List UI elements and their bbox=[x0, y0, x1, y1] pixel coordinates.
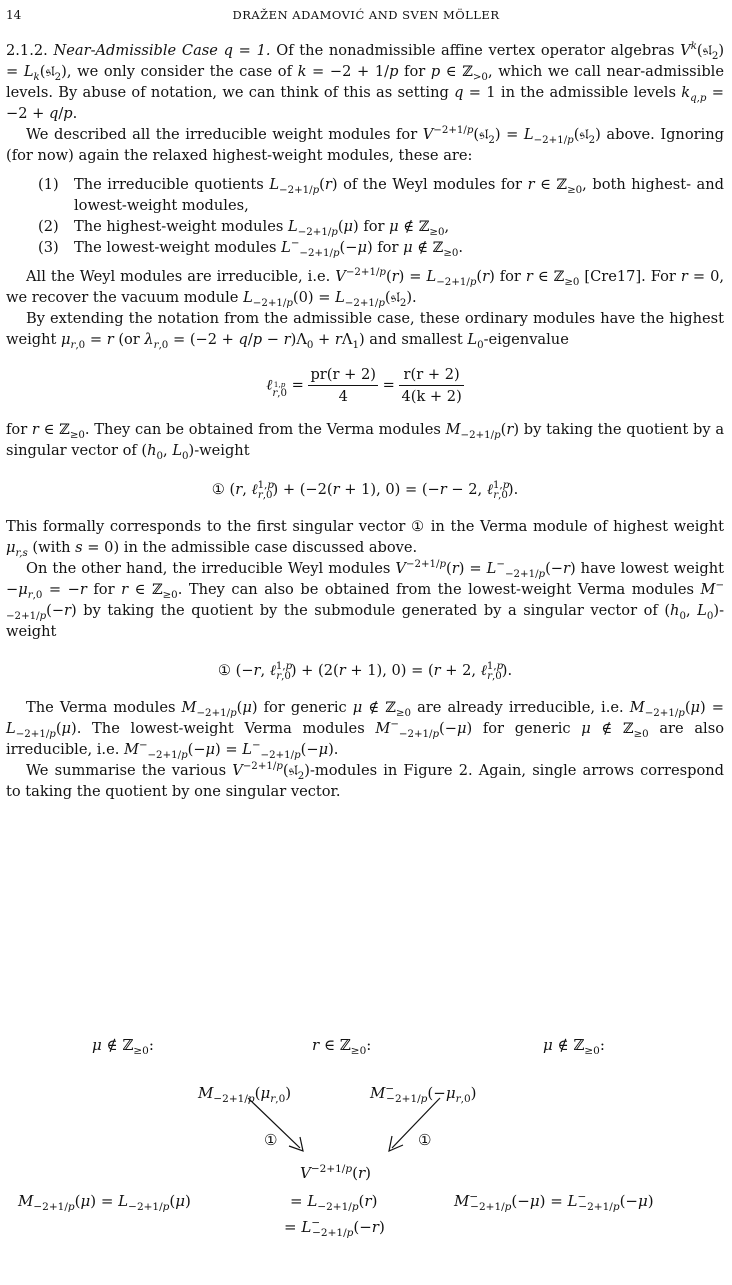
body-text bbox=[6, 40, 724, 802]
col-mid-label: r ∈ ℤ$_{\ge 0}$: bbox=[312, 1036, 372, 1057]
arrow-right bbox=[392, 1098, 440, 1148]
col-right-label: μ ∉ ℤ$_{\ge 0}$: bbox=[543, 1036, 605, 1057]
right-verma-module: $M^-_{-2+1/p}(-\mu) = L^-_{-2+1/p}(-\mu)$ bbox=[454, 1191, 654, 1213]
paragraph-3: All the Weyl modules are irreducible, i.e. $V^{-2+1/p}(r) = L_{-2+1/p}(r)$ for r ∈ ℤ$_{\ge 0}$ [Cre17]. For r = 0, we recover the vacuum module $L_{-2+1/p}(0)$ = $L_{-2+1/p}(𝔰𝔩_2)$. bbox=[6, 267, 724, 309]
section-title: Near-Admissible Case bbox=[53, 42, 218, 59]
paragraph-9: We summarise the various $V^{-2+1/p}(𝔰𝔩_2)$-modules in Figure 2. Again, single arrows correspond to taking the quotient by one singular vector. bbox=[6, 761, 724, 800]
equation-eigenvalue: ℓ $_{1,p r,0}$ = $\frac{pr(r + 2)}{4}$ = $\frac{r(r + 2)}{4(k + 2)}$ bbox=[266, 366, 462, 405]
module-list bbox=[6, 174, 724, 258]
paragraph-4: By extending the notation from the admissible case, these ordinary modules have the highest weight $\mu_{r,0} = r$ (or $\lambda_{r,0} = (-2 + q/p - r)\Lambda_0 + r\Lambda_1$) and smallest $L_0$-eigenvalue bbox=[6, 310, 724, 351]
arrow-label-right: ① bbox=[418, 1131, 432, 1149]
paragraph-8: The Verma modules $M_{-2+1/p}(\mu)$ for generic μ ∉ ℤ$_{\ge 0}$ are already irreducible, i.e. $M_{-2+1/p}(\mu) = L_{-2+1/p}(\mu)$. The lowest-weight Verma modules $M^-_{-2+1/p}(-\mu)$ for generic μ ∉ ℤ$_{\ge 0}$ are also irreducible, i.e. $M^-_{-2+1/p}(-\mu) = L^-_{-2+1/p}(-\mu)$. bbox=[6, 699, 725, 761]
center-highest-quotient: = $L_{-2+1/p}(r)$ bbox=[290, 1192, 378, 1213]
left-verma-module: $M_{-2+1/p}(\mu) = L_{-2+1/p}(\mu)$ bbox=[18, 1192, 191, 1213]
top-left-module: $M_{-2+1/p}(\mu_{r,0})$ bbox=[198, 1084, 292, 1105]
equation-singular-vector-1: ① (r, ℓ$^{1,p}_{r,0}$) + (−2(r + 1), 0) = (−r − 2, ℓ$^{1,p}_{r,0}$). bbox=[211, 480, 519, 501]
fraction: $\frac{r(r + 2)}{4(k + 2)}$ bbox=[401, 366, 462, 405]
list-item: (2) The highest-weight modules $L_{-2+1/p}(\mu)$ for μ ∉ ℤ$_{\ge 0}$, bbox=[38, 218, 450, 238]
running-header bbox=[6, 8, 726, 26]
center-lowest-quotient: = $L^-_{-2+1/p}(-r)$ bbox=[284, 1217, 385, 1239]
section-number: 2.1.2. bbox=[6, 42, 48, 59]
fraction: $\frac{pr(r + 2)}{4}$ bbox=[310, 366, 376, 405]
paragraph-2: We described all the irreducible weight modules for $V^{-2+1/p}(𝔰𝔩_2)$ = $L_{-2+1/p}(𝔰𝔩_2)$ above. Ignoring (for now) again the relaxed highest-weight modules, these are: bbox=[6, 125, 724, 164]
running-title: DRAŽEN ADAMOVIĆ AND SVEN MÖLLER bbox=[232, 8, 500, 22]
top-right-module: $M^-_{-2+1/p}(-\mu_{r,0})$ bbox=[370, 1083, 477, 1105]
paragraph-6: This formally corresponds to the first singular vector ① in the Verma module of highest weight $\mu_{r,s}$ (with s = 0) in the admissible case discussed above. bbox=[6, 518, 724, 559]
center-weyl-module: $V^{-2+1/p}(r)$ bbox=[300, 1163, 371, 1182]
section-title-math: q = 1. bbox=[223, 42, 271, 59]
paragraph-7: On the other hand, the irreducible Weyl modules $V^{-2+1/p}(r) = L^-_{-2+1/p}(-r)$ have lowest weight $-\mu_{r,0} = -r$ for r ∈ ℤ$_{\ge 0}$. They can also be obtained from the lowest-weight Verma modules $M^-_{-2+1/p}(-r)$ by taking the quotient by the submodule generated by a singular vector of ($h_0$, $L_0$)-weight bbox=[6, 559, 725, 640]
arrow-label-left: ① bbox=[264, 1131, 278, 1149]
equation-singular-vector-2: ① (−r, ℓ$^{1,p}_{r,0}$) + (2(r + 1), 0) = (r + 2, ℓ$^{1,p}_{r,0}$). bbox=[217, 661, 513, 682]
list-item: (1) The irreducible quotients $L_{-2+1/p}(r)$ of the Weyl modules for r ∈ ℤ$_{\ge 0}$, both highest- and lowest-weight modules, bbox=[38, 176, 724, 214]
col-left-label: μ ∉ ℤ$_{\ge 0}$: bbox=[92, 1036, 154, 1057]
paragraph-intro: 2.1.2. Near-Admissible Case q = 1. Of the nonadmissible affine vertex operator algebras $V^k(𝔰𝔩_2)$ = $L_k(𝔰𝔩_2)$, we only consider the case of k = −2 + 1/p for p ∈ ℤ$_{>0}$, which we call near-admissible levels. By abuse of notation, we can think of this as setting q = 1 in the admissible levels $k_{q,p} = -2 + q/p$. bbox=[6, 41, 725, 122]
list-item: (3) The lowest-weight modules $L^-_{-2+1/p}(-\mu)$ for μ ∉ ℤ$_{\ge 0}$. bbox=[38, 238, 464, 259]
page-number: 14 bbox=[6, 8, 22, 22]
module-diagram bbox=[0, 1000, 732, 1260]
paragraph-5: for r ∈ ℤ$_{\ge 0}$. They can be obtained from the Verma modules $M_{-2+1/p}(r)$ by taking the quotient by a singular vector of ($h_0$, $L_0$)-weight bbox=[6, 421, 725, 462]
